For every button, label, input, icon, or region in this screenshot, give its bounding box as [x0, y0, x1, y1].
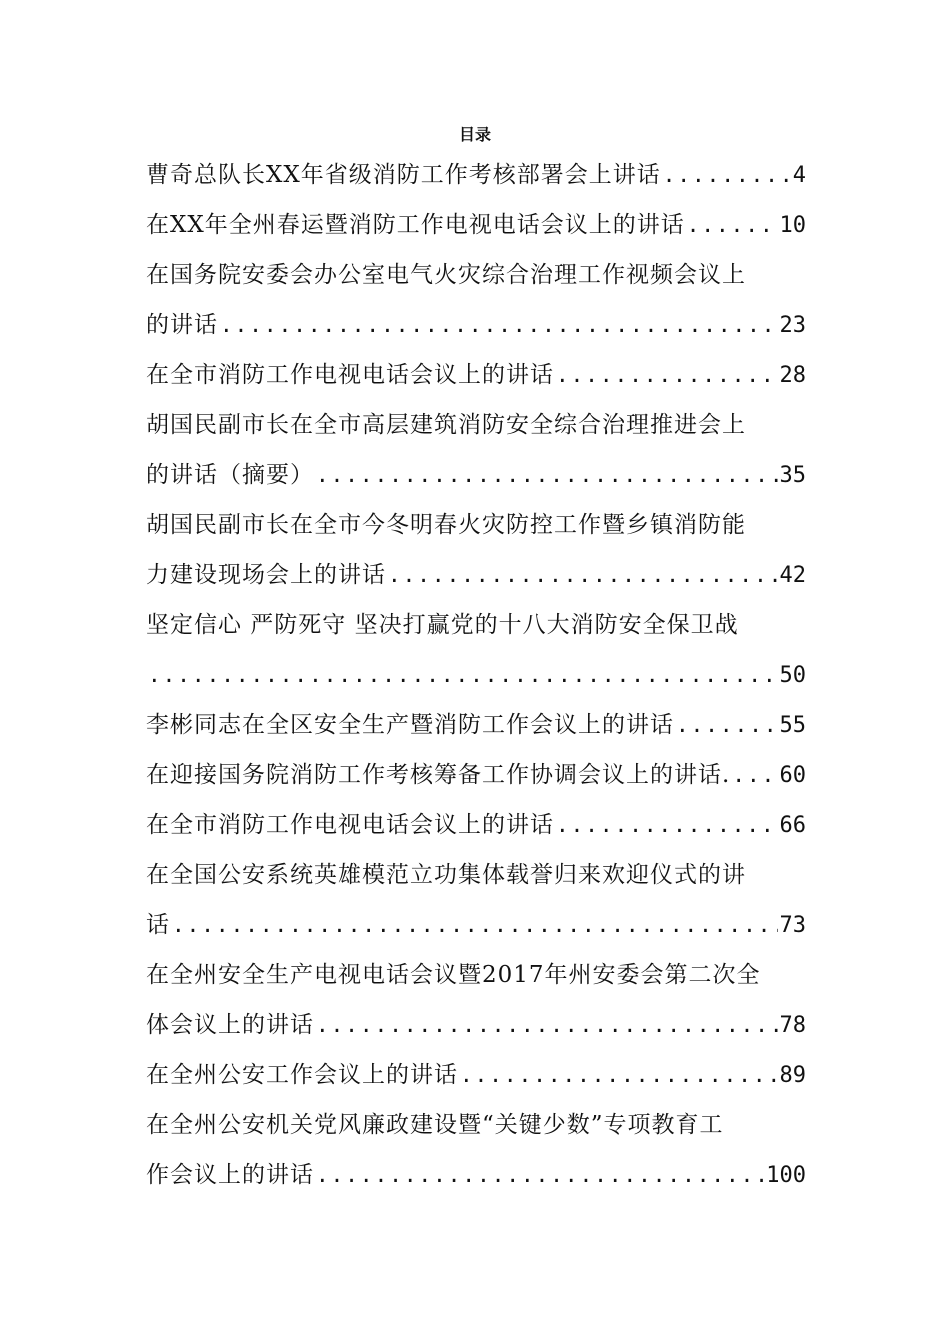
toc-entry-text: 在全市消防工作电视电话会议上的讲话 [146, 362, 554, 388]
toc-page-number: 60 [779, 763, 806, 788]
dot-leader [172, 900, 778, 950]
toc-entry[interactable] [146, 750, 806, 800]
toc-entry[interactable] [146, 500, 806, 600]
toc-entry-line: 在国务院安委会办公室电气火灾综合治理工作视频会议上 [146, 262, 746, 288]
dot-leader [732, 750, 777, 800]
toc-page-number: 4 [792, 163, 806, 188]
toc-entry-line: 胡国民副市长在全市今冬明春火灾防控工作暨乡镇消防能 [146, 512, 746, 538]
toc-entry-line: 在全国公安系统英雄模范立功集体载誉归来欢迎仪式的讲 [146, 862, 746, 888]
toc-entry[interactable] [146, 700, 806, 750]
toc-entry-final-line [146, 1000, 806, 1050]
toc-entry-final-line [146, 800, 806, 850]
toc-entry-final-line [146, 450, 806, 500]
dot-leader [316, 450, 778, 500]
dot-leader [316, 1000, 778, 1050]
toc-entry-final-line [146, 350, 806, 400]
toc-page-number: 89 [779, 1063, 806, 1088]
dot-leader [148, 650, 778, 700]
toc-page-number: 23 [779, 313, 806, 338]
toc-entry[interactable] [146, 800, 806, 850]
toc-page-number: 10 [779, 213, 806, 238]
toc-entry-text: 的讲话 [146, 312, 218, 338]
toc-entry[interactable] [146, 400, 806, 500]
toc-entry-line: 在全州公安机关党风廉政建设暨“关键少数”专项教育工 [146, 1112, 724, 1138]
dot-leader [388, 550, 778, 600]
dot-leader [460, 1050, 778, 1100]
toc-entry[interactable] [146, 250, 806, 350]
toc-entry[interactable] [146, 1100, 806, 1200]
toc-entry-text: 在全市消防工作电视电话会议上的讲话 [146, 812, 554, 838]
dot-leader [556, 800, 778, 850]
toc-entry-line: 坚定信心 严防死守 坚决打赢党的十八大消防安全保卫战 [146, 612, 739, 638]
toc-entry-final-line [146, 200, 806, 250]
toc-entry-text: 李彬同志在全区安全生产暨消防工作会议上的讲话 [146, 712, 674, 738]
toc-entry-text: 体会议上的讲话 [146, 1012, 314, 1038]
toc-list [146, 150, 806, 1200]
toc-entry-text: 作会议上的讲话 [146, 1162, 314, 1188]
toc-page-number: 100 [766, 1163, 806, 1188]
toc-entry-text: 力建设现场会上的讲话 [146, 562, 386, 588]
toc-entry-line: 胡国民副市长在全市高层建筑消防安全综合治理推进会上 [146, 412, 746, 438]
dot-leader [316, 1150, 764, 1200]
toc-entry-final-line [146, 650, 806, 700]
toc-page-number: 28 [779, 363, 806, 388]
toc-entry[interactable] [146, 200, 806, 250]
toc-entry[interactable] [146, 150, 806, 200]
toc-entry[interactable] [146, 600, 806, 700]
toc-entry-final-line [146, 300, 806, 350]
toc-entry-final-line [146, 1150, 806, 1200]
toc-entry-text: 在XX年全州春运暨消防工作电视电话会议上的讲话 [146, 212, 685, 238]
toc-entry[interactable] [146, 1050, 806, 1100]
toc-page-number: 35 [779, 463, 806, 488]
toc-entry-final-line [146, 1050, 806, 1100]
toc-entry[interactable] [146, 350, 806, 400]
dot-leader [663, 150, 791, 200]
toc-entry-text: 在迎接国务院消防工作考核筹备工作协调会议上的讲话. [146, 762, 731, 788]
toc-page-number: 66 [779, 813, 806, 838]
toc-entry-line: 在全州安全生产电视电话会议暨2017年州安委会第二次全 [146, 962, 761, 988]
dot-leader [220, 300, 778, 350]
toc-page-number: 42 [779, 563, 806, 588]
toc-page-number: 78 [779, 1013, 806, 1038]
toc-entry-final-line [146, 750, 806, 800]
toc-entry-final-line [146, 700, 806, 750]
toc-page-number: 55 [779, 713, 806, 738]
toc-title: 目录 [458, 125, 491, 144]
toc-entry-final-line [146, 900, 806, 950]
toc-entry-final-line [146, 550, 806, 600]
toc-entry-text: 话 [146, 912, 170, 938]
toc-entry-final-line [146, 150, 806, 200]
toc-entry-text: 曹奇总队长XX年省级消防工作考核部署会上讲话 [146, 162, 661, 188]
toc-entry[interactable] [146, 850, 806, 950]
toc-entry-text: 在全州公安工作会议上的讲话 [146, 1062, 458, 1088]
dot-leader [556, 350, 778, 400]
dot-leader [687, 200, 778, 250]
toc-page-number: 50 [779, 663, 806, 688]
toc-page-number: 73 [779, 913, 806, 938]
toc-entry-text: 的讲话（摘要） [146, 462, 314, 488]
toc-entry[interactable] [146, 950, 806, 1050]
dot-leader [676, 700, 778, 750]
